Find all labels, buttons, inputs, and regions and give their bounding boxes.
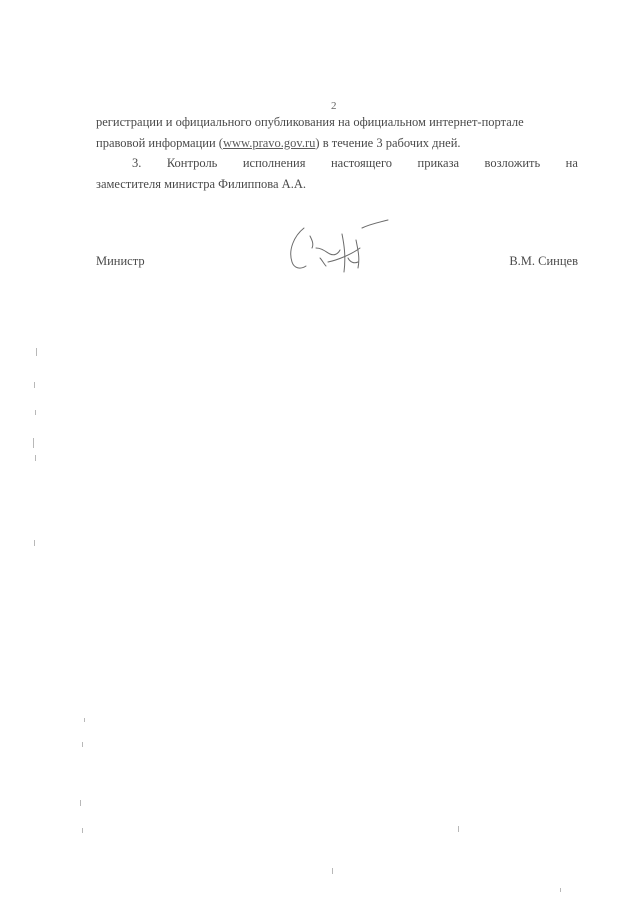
scan-speck bbox=[332, 868, 333, 874]
word: возложить bbox=[484, 156, 541, 170]
scan-speck bbox=[35, 455, 36, 461]
paragraph-line-justified bbox=[96, 153, 578, 174]
text-fragment: правовой информации ( bbox=[96, 136, 223, 150]
signer-role: Министр bbox=[96, 254, 145, 268]
signer-name: В.М. Синцев bbox=[509, 254, 578, 268]
word: Контроль bbox=[166, 156, 218, 170]
page-number: 2 bbox=[331, 100, 337, 112]
scan-speck bbox=[82, 742, 83, 747]
paragraph-line: регистрации и официального опубликования на официальном интернет-портале bbox=[96, 115, 524, 129]
scan-speck bbox=[560, 888, 561, 892]
paragraph-registration bbox=[96, 112, 578, 154]
signature-block bbox=[96, 250, 578, 290]
scan-speck bbox=[33, 438, 34, 448]
paragraph-line bbox=[96, 133, 578, 154]
word: исполнения bbox=[242, 156, 306, 170]
pravo-gov-link[interactable]: www.pravo.gov.ru bbox=[222, 136, 316, 150]
word: на bbox=[565, 156, 578, 170]
scan-speck bbox=[80, 800, 81, 806]
scan-speck bbox=[34, 540, 35, 546]
scan-speck bbox=[458, 826, 459, 832]
scan-speck bbox=[82, 828, 83, 833]
text-fragment: ) в течение 3 рабочих дней. bbox=[315, 136, 461, 150]
scan-speck bbox=[36, 348, 37, 356]
item-number: 3. bbox=[132, 156, 142, 170]
paragraph-line: заместителя министра Филиппова А.А. bbox=[96, 177, 306, 191]
scan-speck bbox=[84, 718, 85, 722]
word: настоящего bbox=[330, 156, 393, 170]
paragraph-control bbox=[96, 153, 578, 195]
word: приказа bbox=[417, 156, 460, 170]
scan-speck bbox=[35, 410, 36, 415]
scan-speck bbox=[34, 382, 35, 388]
